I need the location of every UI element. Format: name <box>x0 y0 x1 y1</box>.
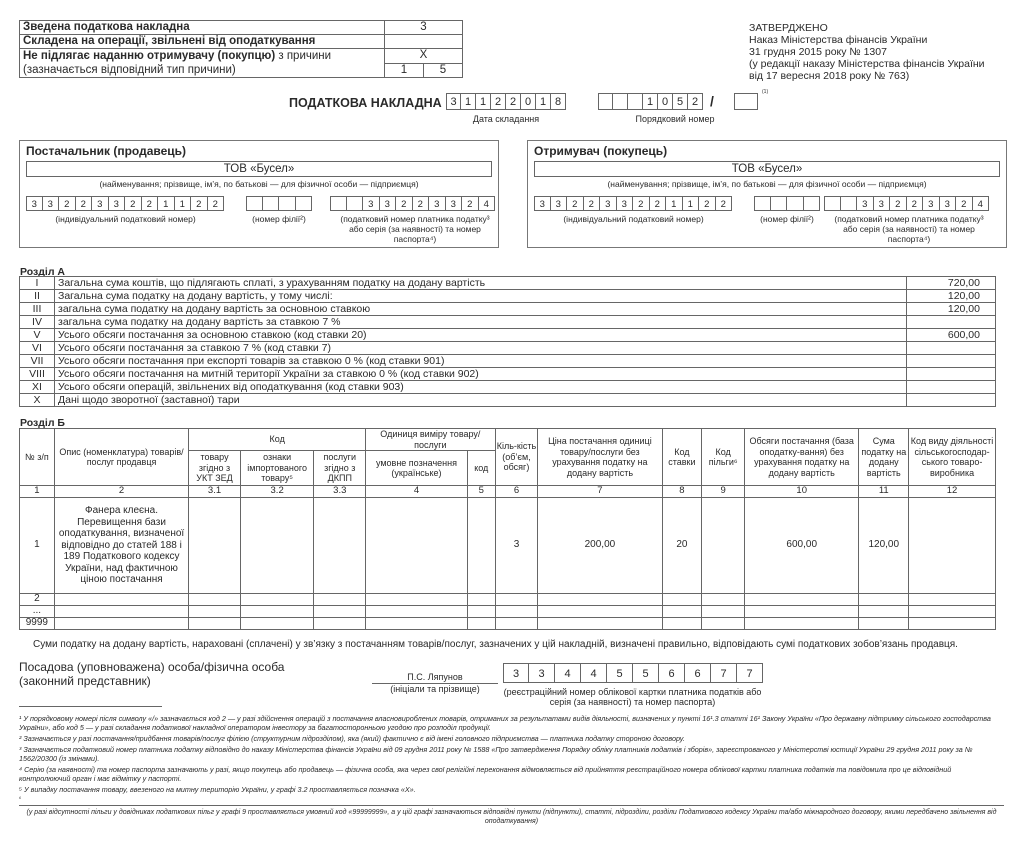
branch-digit[interactable] <box>279 196 296 211</box>
number-digit[interactable] <box>598 93 613 110</box>
signatory-initials <box>372 672 498 694</box>
ipn-digit[interactable]: 1 <box>683 196 700 211</box>
row-label: Усього обсяги постачання на митній території України за ставкою 0 % (код ставки 902) <box>55 368 907 381</box>
number-digit[interactable]: 0 <box>658 93 673 110</box>
col-ukt-header: товару згідно з УКТ ЗЕД <box>189 451 240 486</box>
date-caption: Дата складання <box>472 114 540 124</box>
footnote-3: ³ Зазначається податковий номер платника податку відповідно до наказу Міністерства фінансів України від 09 грудня 2011 року № 1588 «Про затвердження Порядку обліку платників податків і зборів», зареєстрованого у Міністерстві юстиції України 29 грудня 2011 року за № 1562/20300 (із змінами). <box>19 745 973 763</box>
tax-id-digit[interactable]: 3 <box>940 196 957 211</box>
reg-digit[interactable]: 6 <box>685 663 711 683</box>
reg-digit[interactable]: 3 <box>503 663 529 683</box>
tax-id-digit[interactable]: 2 <box>462 196 479 211</box>
row-agri[interactable] <box>909 498 996 594</box>
signatory-name[interactable]: П.С. Ляпунов <box>372 672 498 684</box>
date-digit[interactable]: 1 <box>476 93 491 110</box>
table-row <box>20 594 996 606</box>
tax-id-digit[interactable]: 2 <box>396 196 413 211</box>
reg-digit[interactable]: 4 <box>555 663 581 683</box>
footnote-4: ⁴ Серію (за наявності) та номер паспорта зазначають у разі, якщо покупець або продавець — фізична особа, яка через свої релігійні переконання відмовляється від прийняття реєстраційного номера облікової картки платника податків та повідомила про це відповідний контролюючий орган і має відмітку у паспорті. <box>19 765 952 783</box>
ipn-digit[interactable]: 3 <box>551 196 568 211</box>
cell[interactable] <box>366 618 468 630</box>
buyer-title: Отримувач (покупець) <box>534 144 668 158</box>
buyer-panel <box>527 140 1007 248</box>
tax-id-digit[interactable]: 3 <box>923 196 940 211</box>
reg-digit[interactable]: 5 <box>607 663 633 683</box>
signatory-label <box>19 660 284 688</box>
signature-line[interactable] <box>19 706 162 707</box>
ipn-digit[interactable]: 3 <box>109 196 126 211</box>
row-value[interactable] <box>907 368 996 381</box>
row-num: ... <box>20 606 55 618</box>
section-a-row <box>20 290 996 303</box>
row-label: Усього обсяги постачання за ставкою 7 % (код ставки 7) <box>55 342 907 355</box>
number-digit[interactable] <box>613 93 628 110</box>
row-rate[interactable]: 20 <box>662 498 702 594</box>
footnote-1-mark: (1) <box>762 89 769 95</box>
date-field[interactable] <box>446 93 566 110</box>
ipn-digit[interactable]: 3 <box>26 196 43 211</box>
row-value[interactable]: 600,00 <box>907 329 996 342</box>
approval-line: (у редакції наказу Міністерства фінансів України <box>749 58 985 70</box>
ipn-digit[interactable]: 2 <box>142 196 159 211</box>
column-number: 3.3 <box>314 486 366 498</box>
cell[interactable] <box>745 606 859 618</box>
cell[interactable] <box>54 618 189 630</box>
row-value[interactable] <box>907 394 996 407</box>
signatory-name-caption: (ініціали та прізвище) <box>390 684 480 694</box>
buyer-branch-caption: (номер філії²) <box>760 214 814 224</box>
row-number: II <box>20 290 55 303</box>
row-number: V <box>20 329 55 342</box>
cell[interactable] <box>909 606 996 618</box>
registration-number-caption: (реєстраційний номер облікової картки платника податків або серія (за наявності) та номер паспорта) <box>503 687 762 707</box>
col-benefit-header: Код пільги⁶ <box>702 429 745 486</box>
section-a-row <box>20 277 996 290</box>
number-caption: Порядковий номер <box>635 114 715 124</box>
reg-digit[interactable]: 6 <box>659 663 685 683</box>
number-digit[interactable]: 1 <box>643 93 658 110</box>
col-agri-header: Код виду діяльності сільськогосподар-ського товаро-виробника <box>909 429 996 486</box>
tax-id-digit[interactable] <box>347 196 364 211</box>
cell[interactable] <box>859 594 909 606</box>
ipn-digit[interactable]: 2 <box>59 196 76 211</box>
cell[interactable] <box>662 606 702 618</box>
ipn-digit[interactable]: 2 <box>567 196 584 211</box>
date-digit[interactable]: 8 <box>551 93 566 110</box>
seller-branch-field[interactable] <box>246 196 312 211</box>
branch-digit[interactable] <box>296 196 313 211</box>
buyer-name-caption: (найменування; прізвище, ім’я, по батькові — для фізичної особи — підприємця) <box>607 179 927 189</box>
col-code-header: Код <box>189 429 366 451</box>
approval-line: Наказ Міністерства фінансів України <box>749 34 928 46</box>
table-row <box>20 606 996 618</box>
cell[interactable] <box>240 618 314 630</box>
cell[interactable] <box>702 606 745 618</box>
date-digit[interactable]: 2 <box>491 93 506 110</box>
branch-digit[interactable] <box>771 196 788 211</box>
buyer-ipn-field[interactable] <box>534 196 732 211</box>
row-benefit[interactable] <box>702 498 745 594</box>
section-b-table <box>19 428 996 630</box>
col-import-header: ознаки імпортованого товару⁵ <box>240 451 314 486</box>
footnote-1: ¹ У порядковому номері після символу «/» зазначається код 2 — у разі здійснення операцій з постачання власновироблених товарів, отриманих за результатами видів діяльності, визначених у пункті 16¹.3 статті 16¹ Закону України «Про державну підтримку сільського господарства України», або код 5 — у разі складання податкової накладної оператором інвестору за багатосторонньою угодою про розподіл продукції. <box>19 714 991 732</box>
col-unit-header: Одиниця виміру товару/послуги <box>366 429 496 451</box>
buyer-tax-id-field[interactable] <box>824 196 989 211</box>
invoice-number-field[interactable] <box>598 93 703 110</box>
cell[interactable] <box>909 618 996 630</box>
row-label: Усього обсяги постачання при експорті товарів за ставкою 0 % (код ставки 901) <box>55 355 907 368</box>
table-row <box>20 618 996 630</box>
ipn-digit[interactable]: 1 <box>666 196 683 211</box>
section-a-row <box>20 316 996 329</box>
cell[interactable] <box>467 594 495 606</box>
registration-number-field[interactable] <box>503 663 763 683</box>
col-unit-code-header: код <box>467 451 495 486</box>
reg-digit[interactable]: 7 <box>711 663 737 683</box>
exempt-label: Складена на операції, звільнені від оподаткування <box>20 35 385 49</box>
col-num-header: № з/п <box>20 429 55 486</box>
seller-branch-caption: (номер філії²) <box>252 214 306 224</box>
row-value[interactable] <box>907 316 996 329</box>
cell[interactable] <box>467 618 495 630</box>
column-number: 9 <box>702 486 745 498</box>
row-value[interactable]: 720,00 <box>907 277 996 290</box>
ipn-digit[interactable]: 2 <box>125 196 142 211</box>
cell[interactable] <box>702 594 745 606</box>
section-a-row <box>20 355 996 368</box>
row-dkpp[interactable] <box>314 498 366 594</box>
col-vat-header: Сума податку на додану вартість <box>859 429 909 486</box>
col-unit-name-header: умовне позначення (українське) <box>366 451 468 486</box>
cell[interactable] <box>495 618 538 630</box>
invoice-number-suffix[interactable] <box>734 93 758 110</box>
approval-line: 31 грудня 2015 року № 1307 <box>749 46 887 58</box>
buyer-ipn-caption: (індивідуальний податковий номер) <box>563 214 704 224</box>
number-digit[interactable]: 2 <box>688 93 703 110</box>
row-number: I <box>20 277 55 290</box>
section-a-row <box>20 303 996 316</box>
row-ukt[interactable] <box>189 498 240 594</box>
seller-tax-id-caption: (податковий номер платника податку³ або серія (за наявності) та номер паспорта⁴) <box>340 214 490 244</box>
row-vat[interactable]: 120,00 <box>859 498 909 594</box>
number-digit[interactable]: 5 <box>673 93 688 110</box>
branch-digit[interactable] <box>787 196 804 211</box>
cell[interactable] <box>538 594 662 606</box>
cell[interactable] <box>702 618 745 630</box>
document-title: ПОДАТКОВА НАКЛАДНА <box>289 96 442 110</box>
row-value[interactable] <box>907 342 996 355</box>
row-value[interactable] <box>907 381 996 394</box>
cell[interactable] <box>859 618 909 630</box>
footnote-6-caption: (у разі відсутності пільги у довідниках податкових пільг у графі 9 проставляється умовний код «99999999», а у цій графі зазначаються відповідні пункти (підпункти), статті, підрозділи, розділи Податкового кодексу України та/або міжнародного договору, якими передбачено звільнення від оподаткування) <box>26 809 997 825</box>
row-label: Усього обсяги постачання за основною ставкою (код ставки 20) <box>55 329 907 342</box>
not-provided-label: Не підлягає наданню отримувачу (покупцю) з причини (зазначається відповідний тип причини) <box>20 49 385 78</box>
row-number: VIII <box>20 368 55 381</box>
row-unit-code[interactable] <box>467 498 495 594</box>
row-number: XI <box>20 381 55 394</box>
cell[interactable] <box>240 594 314 606</box>
ipn-digit[interactable]: 3 <box>534 196 551 211</box>
section-a-row <box>20 381 996 394</box>
date-digit[interactable]: 2 <box>506 93 521 110</box>
cell[interactable] <box>495 594 538 606</box>
buyer-branch-field[interactable] <box>754 196 820 211</box>
column-number: 5 <box>467 486 495 498</box>
cell[interactable] <box>859 606 909 618</box>
date-digit[interactable]: 0 <box>521 93 536 110</box>
ipn-digit[interactable]: 2 <box>191 196 208 211</box>
cell[interactable] <box>538 618 662 630</box>
reason-type-digit-2[interactable]: 5 <box>424 63 463 78</box>
cell[interactable] <box>745 618 859 630</box>
branch-digit[interactable] <box>804 196 821 211</box>
column-number: 3.2 <box>240 486 314 498</box>
row-num: 1 <box>20 498 55 594</box>
section-a-table <box>19 276 996 407</box>
ipn-digit[interactable]: 3 <box>43 196 60 211</box>
row-num: 2 <box>20 594 55 606</box>
row-label: Усього обсяги операцій, звільнених від оподаткування (код ставки 903) <box>55 381 907 394</box>
column-number: 11 <box>859 486 909 498</box>
seller-title: Постачальник (продавець) <box>26 144 187 158</box>
ipn-digit[interactable]: 2 <box>633 196 650 211</box>
footnote-6-mark: ⁶ <box>19 796 22 802</box>
cell[interactable] <box>54 594 189 606</box>
row-price[interactable]: 200,00 <box>538 498 662 594</box>
branch-digit[interactable] <box>754 196 771 211</box>
cell[interactable] <box>538 606 662 618</box>
cell[interactable] <box>314 606 366 618</box>
footnote-2: ² Зазначається у разі постачання/придбання товарів/послуг філією (структурним підрозділом), яка (який) фактично є від імені головного підприємства — платника податку стороною договору. <box>19 734 685 743</box>
tax-id-digit[interactable]: 3 <box>363 196 380 211</box>
tax-id-digit[interactable]: 4 <box>973 196 990 211</box>
cell[interactable] <box>909 594 996 606</box>
seller-tax-id-field[interactable] <box>330 196 495 211</box>
number-slash: / <box>710 93 714 109</box>
cell[interactable] <box>189 594 240 606</box>
tax-id-digit[interactable]: 3 <box>446 196 463 211</box>
cell[interactable] <box>662 618 702 630</box>
tax-id-digit[interactable] <box>841 196 858 211</box>
branch-digit[interactable] <box>263 196 280 211</box>
number-digit[interactable] <box>628 93 643 110</box>
seller-name-caption: (найменування; прізвище, ім’я, по батькові — для фізичної особи — підприємця) <box>99 179 419 189</box>
row-label: Загальна сума коштів, що підлягають сплаті, з урахуванням податку на додану вартість <box>55 277 907 290</box>
tax-id-digit[interactable] <box>824 196 841 211</box>
not-provided-row <box>20 49 463 64</box>
tax-id-digit[interactable]: 2 <box>956 196 973 211</box>
date-digit[interactable]: 1 <box>536 93 551 110</box>
ipn-digit[interactable]: 2 <box>584 196 601 211</box>
cell[interactable] <box>745 594 859 606</box>
tax-id-digit[interactable]: 2 <box>413 196 430 211</box>
ipn-digit[interactable]: 3 <box>617 196 634 211</box>
cell[interactable] <box>54 606 189 618</box>
tax-id-digit[interactable]: 3 <box>380 196 397 211</box>
row-value[interactable]: 120,00 <box>907 290 996 303</box>
tax-id-digit[interactable]: 4 <box>479 196 496 211</box>
ipn-digit[interactable]: 1 <box>175 196 192 211</box>
buyer-name-field[interactable]: ТОВ «Бусел» <box>534 161 1000 177</box>
tax-id-digit[interactable]: 2 <box>907 196 924 211</box>
approval-line: від 17 вересня 2018 року № 763) <box>749 70 910 82</box>
tax-id-digit[interactable] <box>330 196 347 211</box>
signatory-label-line: (законний представник) <box>19 674 151 688</box>
reason-type-digit-1[interactable]: 1 <box>385 63 424 78</box>
column-number: 12 <box>909 486 996 498</box>
exempt-row <box>20 35 463 49</box>
section-b-title: Розділ Б <box>20 417 65 429</box>
row-unit-name[interactable] <box>366 498 468 594</box>
column-number: 1 <box>20 486 55 498</box>
row-description[interactable]: Фанера клеєна. Перевищення бази оподаткування, визначеної відповідно до статей 188 і 189 Податкового кодексу України, над фактичною ціною постачання <box>54 498 189 594</box>
col-qty-header: Кіль-кість (об’єм, обсяг) <box>495 429 538 486</box>
footnote-6-line <box>19 805 1004 806</box>
section-a-row <box>20 342 996 355</box>
cell[interactable] <box>240 606 314 618</box>
row-number: IV <box>20 316 55 329</box>
consolidated-value[interactable]: 3 <box>385 21 463 35</box>
ipn-digit[interactable]: 1 <box>158 196 175 211</box>
invoice-type-table <box>19 20 463 78</box>
row-value[interactable] <box>907 355 996 368</box>
column-number: 4 <box>366 486 468 498</box>
row-qty[interactable]: 3 <box>495 498 538 594</box>
cell[interactable] <box>495 606 538 618</box>
consolidated-row <box>20 21 463 35</box>
table-row <box>20 498 996 594</box>
col-rate-header: Код ставки <box>662 429 702 486</box>
footnotes <box>19 714 1004 804</box>
tax-id-digit[interactable]: 2 <box>890 196 907 211</box>
row-number: VII <box>20 355 55 368</box>
cell[interactable] <box>314 618 366 630</box>
row-label: загальна сума податку на додану вартість за основною ставкою <box>55 303 907 316</box>
reg-digit[interactable]: 5 <box>633 663 659 683</box>
reg-digit[interactable]: 7 <box>737 663 763 683</box>
col-desc-header: Опис (номенклатура) товарів/послуг продавця <box>54 429 189 486</box>
column-number: 6 <box>495 486 538 498</box>
cell[interactable] <box>467 606 495 618</box>
col-amount-header: Обсяги постачання (база оподатку-вання) без урахування податку на додану вартість <box>745 429 859 486</box>
row-number: VI <box>20 342 55 355</box>
not-provided-value[interactable]: X <box>385 49 463 64</box>
ipn-digit[interactable]: 2 <box>650 196 667 211</box>
row-label: Загальна сума податку на додану вартість, у тому числі: <box>55 290 907 303</box>
column-number: 8 <box>662 486 702 498</box>
column-number: 10 <box>745 486 859 498</box>
section-a-row <box>20 329 996 342</box>
confirmation-text: Суми податку на додану вартість, нараховані (сплачені) у зв’язку з постачанням товарів/послуг, зазначених у цій накладній, визначені правильно, відповідають сумі податкових зобов’язань продавця. <box>33 639 958 650</box>
seller-panel <box>19 140 499 248</box>
tax-id-digit[interactable]: 3 <box>857 196 874 211</box>
seller-name-field[interactable]: ТОВ «Бусел» <box>26 161 492 177</box>
tax-id-digit[interactable]: 3 <box>429 196 446 211</box>
footnote-5: ⁵ У випадку постачання товару, ввезеного на митну територію України, у графі 3.2 проставляється позначка «Х». <box>19 785 416 794</box>
seller-ipn-caption: (індивідуальний податковий номер) <box>55 214 196 224</box>
ipn-digit[interactable]: 2 <box>699 196 716 211</box>
section-a-row <box>20 394 996 407</box>
reg-digit[interactable]: 3 <box>529 663 555 683</box>
cell[interactable] <box>189 618 240 630</box>
consolidated-label: Зведена податкова накладна <box>20 21 385 35</box>
column-number: 3.1 <box>189 486 240 498</box>
column-number: 2 <box>54 486 189 498</box>
cell[interactable] <box>366 594 468 606</box>
cell[interactable] <box>314 594 366 606</box>
row-import[interactable] <box>240 498 314 594</box>
approval-note <box>749 22 985 82</box>
ipn-digit[interactable]: 3 <box>600 196 617 211</box>
section-a-row <box>20 368 996 381</box>
branch-digit[interactable] <box>246 196 263 211</box>
buyer-tax-id-caption: (податковий номер платника податку³ або серія (за наявності) та номер паспорта⁴) <box>834 214 984 244</box>
header-row <box>20 429 996 451</box>
seller-ipn-field[interactable] <box>26 196 224 211</box>
approval-line: ЗАТВЕРДЖЕНО <box>749 22 828 34</box>
row-label: загальна сума податку на додану вартість за ставкою 7 % <box>55 316 907 329</box>
date-digit[interactable]: 3 <box>446 93 461 110</box>
col-price-header: Ціна постачання одиниці товару/послуги без урахування податку на додану вартість <box>538 429 662 486</box>
ipn-digit[interactable]: 2 <box>716 196 733 211</box>
row-number: III <box>20 303 55 316</box>
cell[interactable] <box>189 606 240 618</box>
reg-digit[interactable]: 4 <box>581 663 607 683</box>
column-numbers-row <box>20 486 996 498</box>
row-value[interactable]: 120,00 <box>907 303 996 316</box>
row-num: 9999 <box>20 618 55 630</box>
date-digit[interactable]: 1 <box>461 93 476 110</box>
col-dkpp-header: послуги згідно з ДКПП <box>314 451 366 486</box>
section-a-title: Розділ А <box>20 266 65 278</box>
row-label: Дані щодо зворотної (заставної) тари <box>55 394 907 407</box>
cell[interactable] <box>662 594 702 606</box>
row-amount[interactable]: 600,00 <box>745 498 859 594</box>
cell[interactable] <box>366 606 468 618</box>
tax-id-digit[interactable]: 3 <box>874 196 891 211</box>
row-number: X <box>20 394 55 407</box>
ipn-digit[interactable]: 3 <box>92 196 109 211</box>
ipn-digit[interactable]: 2 <box>208 196 225 211</box>
signatory-label-line: Посадова (уповноважена) особа/фізична особа <box>19 660 285 674</box>
column-number: 7 <box>538 486 662 498</box>
ipn-digit[interactable]: 2 <box>76 196 93 211</box>
exempt-value[interactable] <box>385 35 463 49</box>
